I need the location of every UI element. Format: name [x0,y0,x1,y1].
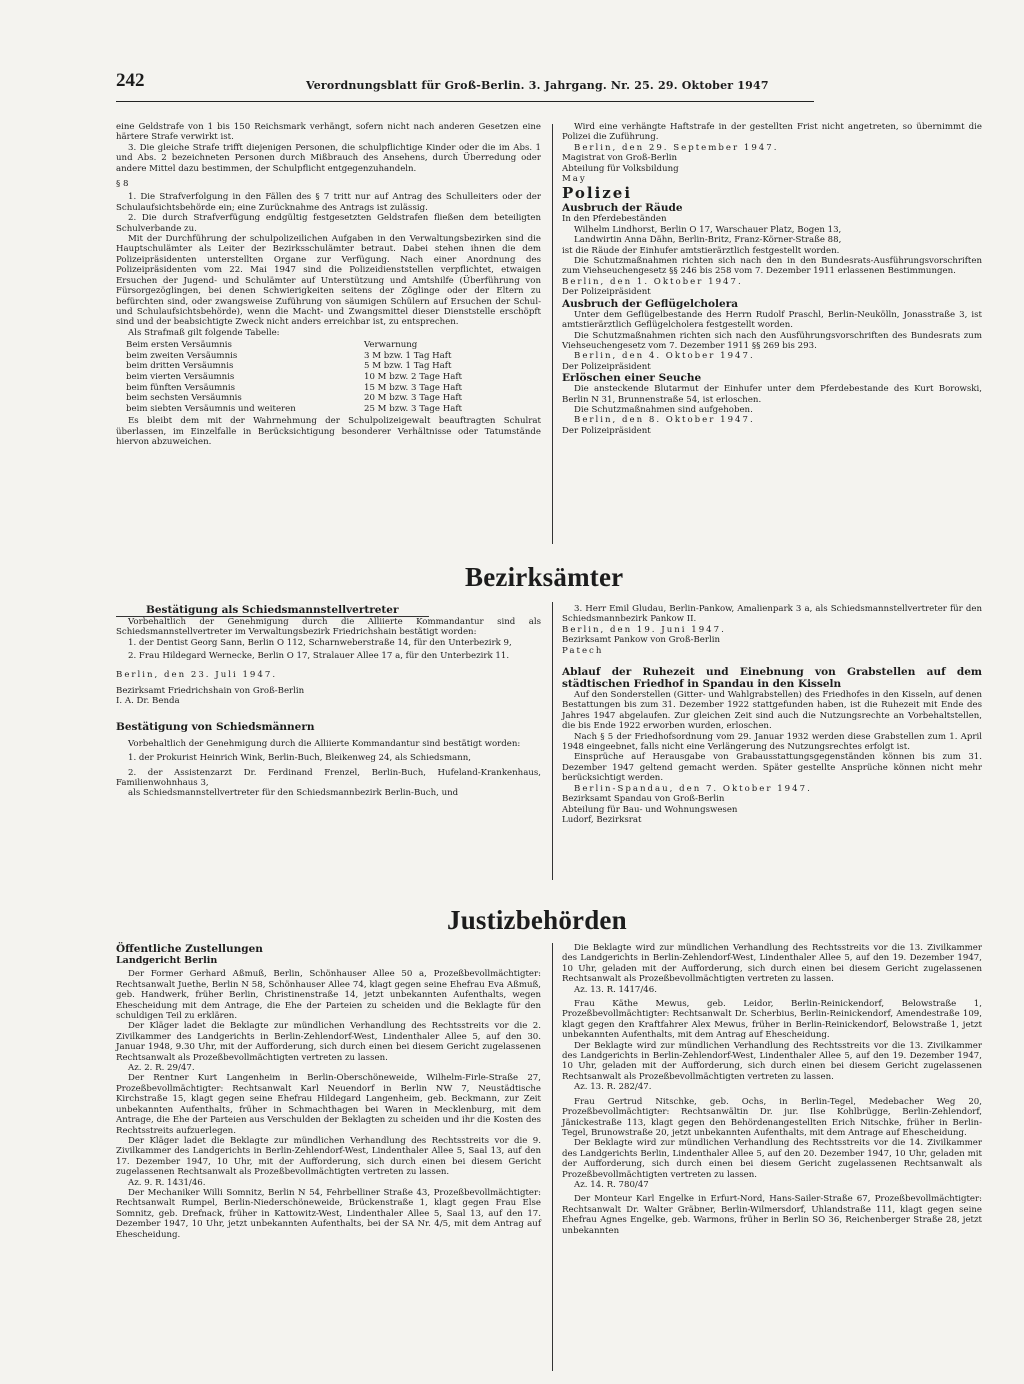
signature-name: I. A. Dr. Benda [116,696,180,707]
paragraph: Der Former Gerhard Aßmuß, Berlin, Schönhauser Allee 50 a, Prozeßbevollmächtigter: Rechtsanwalt Juethe, Berlin N 58, Schönhauser Allee 74, klagt gegen seine Ehefrau Eva Aßmuß, geb. Handwerk, früher Berlin, Christinenstraße 14, jetzt unbekannten Aufenthalts, wegen Ehescheidung mit dem Antrage, die Ehe der Parteien zu scheiden und die Beklagte für den schuldigen Teil zu erklären. [116,969,541,1022]
paragraph: Unter dem Geflügelbestande des Herrn Rudolf Praschl, Berlin-Neukölln, Jonasstraße 3, ist amtstierärztlich Geflügelcholera festgestellt worden. [562,309,982,331]
paragraph: Frau Gertrud Nitschke, geb. Ochs, in Berlin-Tegel, Medebacher Weg 20, Prozeßbevollmächtigter: Rechtsanwältin Dr. jur. Ilse Kohlbrügge, Berlin-Zehlendorf, Jänickestraße 113, klagt gegen den Behördenangestellten Erich Nitschke, früher in Berlin-Tegel, Brunowstraße 20, jetzt unbekannten Aufenthalts, mit dem Antrage auf Ehescheidung. [562,1096,982,1138]
list-item: 2. der Assistenzarzt Dr. Ferdinand Frenzel, Berlin-Buch, Hufeland-Krankenhaus, Familienwohnhaus 3, [116,767,541,789]
paragraph: Landwirtin Anna Dähn, Berlin-Britz, Franz-Körner-Straße 88, [574,235,842,246]
date-line: Berlin, den 23. Juli 1947. [116,669,278,680]
paragraph: Der Beklagte wird zur mündlichen Verhandlung des Rechtsstreits vor die 13. Zivilkammer des Landgerichts in Berlin-Zehlendorf-West, Lindenthaler Allee 5, auf den 19. Dezember 1947, 10 Uhr, geladen mit der Aufforderung, sich durch einen bei diesem Gericht zugelassenen Rechtsanwalt als Prozeßbevollmächtigten vertreten zu lassen. [562,1040,982,1082]
table-cell: beim sechsten Versäumnis [126,393,242,404]
paragraph: Der Rentner Kurt Langenheim in Berlin-Oberschöneweide, Wilhelm-Firle-Straße 27, Prozeßbevollmächtigter: Rechtsanwalt Karl Neuendorf in Berlin NW 7, Neustädtische Kirchstraße 15, klagt gegen seine Ehefrau Hildegard Langenheim, geb. Beckmann, zur Zeit unbekannten Aufenthalts, früher in Schmachthagen bei Waren in Mecklenburg, mit dem Antrage, die Ehe der Parteien aus Verschulden der Beklagten zu scheiden und ihr die Kosten des Rechtsstreits aufzuerlegen. [116,1073,541,1136]
signature-line: Bezirksamt Spandau von Groß-Berlin [562,794,725,805]
table-cell: beim vierten Versäumnis [126,371,235,382]
paragraph: Vorbehaltlich der Genehmigung durch die Alliierte Kommandantur sind als Schiedsmannstellvertreter im Verwaltungsbezirk Friedrichshain bestätigt worden: [116,617,541,638]
paragraph: Die Schutzmaßnahmen sind aufgehoben. [574,404,753,415]
table-cell: 20 M bzw. 3 Tage Haft [364,393,462,404]
top-right-column [562,122,982,436]
section-heading: Polizei [562,184,633,203]
paragraph: Frau Käthe Mewus, geb. Leidor, Berlin-Reinickendorf, Belowstraße 1, Prozeßbevollmächtigter: Rechtsanwalt Dr. Scherbius, Berlin-Reinickendorf, Amendestraße 109, klagt gegen den Kraftfahrer Alex Mewus, früher in Berlin-Reinickendorf, Belowstraße 1, jetzt unbekannten Aufenthalts, mit dem Antrag auf Ehescheidung. [562,999,982,1041]
table-cell: 5 M bzw. 1 Tag Haft [364,361,452,372]
table-cell: beim siebten Versäumnis und weiteren [126,403,296,414]
table-cell: 3 M bzw. 1 Tag Haft [364,350,452,361]
date-line: Berlin, den 8. Oktober 1947. [574,415,755,426]
signature-line: Abteilung für Bau- und Wohnungswesen [562,804,738,815]
subheading [116,604,541,617]
paragraph: 2. Die durch Strafverfügung endgültig festgesetzten Geldstrafen fließen dem beteiligten Schulverbande zu. [116,213,541,234]
column-divider [552,602,553,880]
subheading-text: Bestätigung als Schiedsmannstellvertreter [116,604,429,617]
table-row [126,372,462,383]
signature-line: Der Polizeipräsident [562,287,651,298]
date-line: Berlin, den 4. Oktober 1947. [574,351,755,362]
paragraph: eine Geldstrafe von 1 bis 150 Reichsmark verhängt, sofern nicht nach anderen Gesetzen eine härtere Strafe verwirkt ist. [116,122,541,143]
signature-line: Bezirksamt Friedrichshain von Groß-Berlin [116,686,305,697]
paragraph: Vorbehaltlich der Genehmigung durch die Alliierte Kommandantur sind bestätigt worden: [128,738,521,749]
paragraph: Einsprüche auf Herausgabe von Grabausstattungsgegenständen können bis zum 31. Dezember 1947 geltend gemacht werden. Später gestellte Ansprüche können nicht mehr berücksichtigt werden. [562,752,982,784]
publication-title: Verordnungsblatt für Groß-Berlin. 3. Jahrgang. Nr. 25. 29. Oktober 1947 [306,79,769,92]
subheading: Landgericht Berlin [116,955,218,966]
signature-line: Magistrat von Groß-Berlin [562,153,678,164]
bezirk-right-column [562,604,982,825]
paragraph: Die Schutzmaßnahmen richten sich nach den Ausführungsvorschriften des Bundesrats zum Viehseuchengesetz vom 7. Dezember 1911 §§ 269 bis 293. [562,330,982,351]
table-row [126,351,462,362]
date-line: Berlin, den 19. Juni 1947. [562,624,726,635]
table-cell: 25 M bzw. 3 Tage Haft [364,403,462,414]
top-left-column [116,122,541,448]
section-mark: § 8 [116,179,129,190]
paragraph: Wilhelm Lindhorst, Berlin O 17, Warschauer Platz, Bogen 13, [574,224,842,235]
paragraph: Die Schutzmaßnahmen richten sich nach den in den Bundesrats-Ausführungsvorschriften zum Viehseuchengesetz §§ 246 bis 258 vom 7. Dezember 1911 erlassenen Bestimmungen. [562,256,982,277]
subheading: Ausbruch der Geflügelcholera [562,297,739,310]
table-cell: Verwarnung [364,340,418,351]
paragraph: Die Beklagte wird zur mündlichen Verhandlung des Rechtsstreits vor die 13. Zivilkammer des Landgerichts in Berlin-Zehlendorf-West, Lindenthaler Allee 5, auf den 19. Dezember 1947, 10 Uhr, geladen mit der Aufforderung, sich durch einen bei diesem Gericht zugelassenen Rechtsanwalt als Prozeßbevollmächtigten vertreten zu lassen. [562,943,982,985]
column-divider [552,943,553,1371]
paragraph: Der Beklagte wird zur mündlichen Verhandlung des Rechtsstreits vor die 14. Zivilkammer des Landgerichts Berlin, Lindenthaler Allee 5, auf den 20. Dezember 1947, 10 Uhr, geladen mit der Aufforderung, sich durch einen bei diesem Gericht zugelassenen Rechtsanwalt als Prozeßbevollmächtigten vertreten zu lassen. [562,1138,982,1180]
paragraph: Mit der Durchführung der schulpolizeilichen Aufgaben in den Verwaltungsbezirken sind die Hauptschulämter als Leiter der Bezirksschulämter betraut. Dabei stehen ihnen die dem Polizeipräsidenten unterstellten Organe zur Verfügung. Nach einer Anordnung des Polizeipräsidenten vom 22. Mai 1947 sind die Polizeidienststellen verpflichtet, etwaigen Ersuchen der Jugend- und Schulämter auf Unterstützung und Amtshilfe (Überführung von Fürsorgezöglingen, bei denen Schwierigkeiten seitens der Zöglinge oder der Eltern zu befürchten sind, oder zwangsweise Zuführung von säumigen Schülern auf Ersuchen der Schul- und Schulaufsichtsbehörde), wenn die Macht- und Zwangsmittel dieser Dienststelle erschöpft sind und der beabsichtigte Zweck nicht anders erreichbar ist, zu entsprechen. [116,234,541,328]
paragraph: In den Pferdebeständen [562,214,667,225]
paragraph: Auf den Sonderstellen (Gitter- und Wahlgrabstellen) des Friedhofes in den Kisseln, auf denen Bestattungen bis zum 31. Dezember 1922 stattgefunden haben, ist die Ruhezeit mit Ende des Jahres 1947 abgelaufen. Zur gleichen Zeit sind auch die Nutzungsrechte an Vorbehaltstellen, die bis Ende 1922 erworben wurden, erloschen. [562,690,982,732]
signature-line: Bezirksamt Pankow von Groß-Berlin [562,635,721,646]
table-row [126,340,462,351]
table-cell: 10 M bzw. 2 Tage Haft [364,371,462,382]
paragraph: Der Mechaniker Willi Somnitz, Berlin N 54, Fehrbelliner Straße 43, Prozeßbevollmächtigter: Rechtsanwalt Rumpel, Berlin-Niederschöneweide, Brückenstraße 1, klagt gegen Frau Else Somnitz, geb. Drefnack, früher in Kattowitz-West, Lindenthaler Allee 5, Saal 13, auf den 17. Dezember 1947, 10 Uhr, jetzt unbekannten Aufenthalts, bei der SA Nr. 4/5, mit dem Antrag auf Ehescheidung. [116,1187,541,1240]
page-header [116,70,816,98]
paragraph: 3. Die gleiche Strafe trifft diejenigen Personen, die schulpflichtige Kinder oder die im Abs. 1 und Abs. 2 bezeichneten Personen durch Mißbrauch des Ansehens, durch Überredung oder andere Mittel dazu bestimmen, der Schulpflicht entgegenzuhandeln. [116,142,541,174]
paragraph: Als Strafmaß gilt folgende Tabelle: [128,327,280,338]
list-item: 2. Frau Hildegard Wernecke, Berlin O 17, Stralauer Allee 17 a, für den Unterbezirk 11. [128,651,510,662]
subheading: Bestätigung von Schiedsmännern [116,720,315,733]
list-item: 3. Herr Emil Gludau, Berlin-Pankow, Amalienpark 3 a, als Schiedsmannstellvertreter für den Schiedsmannbezirk Pankow II. [562,604,982,625]
date-line: Berlin, den 1. Oktober 1947. [562,276,743,287]
paragraph: Die ansteckende Blutarmut der Einhufer unter dem Pferdebestande des Kurt Borowski, Berlin N 31, Brunnenstraße 54, ist erloschen. [562,384,982,405]
justiz-right-column [562,943,982,1236]
paragraph: 1. Die Strafverfolgung in den Fällen des § 7 tritt nur auf Antrag des Schulleiters oder der Schulaufsichtsbehörde ein; eine Zurücknahme des Antrags ist zulässig. [116,192,541,213]
list-item: 1. der Dentist Georg Sann, Berlin O 112, Scharnweberstraße 14, für den Unterbezirk 9, [128,637,512,648]
table-row [126,383,462,394]
case-number: Az. 2. R. 29/47. [128,1063,195,1074]
paragraph: Nach § 5 der Friedhofsordnung vom 29. Januar 1932 werden diese Grabstellen zum 1. April 1948 eingeebnet, falls nicht eine Verlängerung des Nutzungsrechtes erfolgt ist. [562,731,982,753]
list-item: 1. der Prokurist Heinrich Wink, Berlin-Buch, Bleikenweg 24, als Schiedsmann, [128,753,472,764]
paragraph: Es bleibt dem mit der Wahrnehmung der Schulpolizeigewalt beauftragten Schulrat überlassen, im Einzelfalle in Berücksichtigung besonderer Verhältnisse oder Tatumstände hiervon abzuweichen. [116,416,541,448]
paragraph: Der Monteur Karl Engelke in Erfurt-Nord, Hans-Sailer-Straße 67, Prozeßbevollmächtigter: Rechtsanwalt Dr. Walter Gräbner, Berlin-Wilmersdorf, Uhlandstraße 111, klagt gegen seine Ehefrau Agnes Engelke, geb. Warmons, früher in Berlin SO 36, Reichenberger Straße 28, jetzt unbekannten [562,1194,982,1236]
header-rule [116,101,814,102]
paragraph: Der Kläger ladet die Beklagte zur mündlichen Verhandlung des Rechtsstreits vor die 2. Zivilkammer des Landgerichts in Berlin-Zehlendorf-West, Lindenthaler Allee 5, auf den 30. Januar 1948, 9.30 Uhr, mit der Aufforderung, sich durch einen bei diesem Gericht zugelassenen Rechtsanwalt als Prozeßbevollmächtigten vertreten zu lassen. [116,1021,541,1063]
table-cell: 15 M bzw. 3 Tage Haft [364,382,462,393]
page-number: 242 [116,70,145,91]
section-title-justizbehoerden: Justizbehörden [447,905,627,935]
date-line: Berlin-Spandau, den 7. Oktober 1947. [574,783,812,794]
signature-line: Der Polizeipräsident [562,425,651,436]
table-cell: beim zweiten Versäumnis [126,350,238,361]
justiz-left-column [116,943,541,1240]
subheading: Ausbruch der Räude [562,202,683,215]
table-cell: Beim ersten Versäumnis [126,340,232,351]
table-row [126,393,462,404]
case-number: Az. 13. R. 1417/46. [574,984,657,995]
signature-line: Der Polizeipräsident [562,361,651,372]
table-cell: beim dritten Versäumnis [126,361,234,372]
subheading: Ablauf der Ruhezeit und Einebnung von Grabstellen auf dem städtischen Friedhof in Spandau in den Kisseln [562,666,982,691]
signature-name: May [562,174,587,185]
paragraph: ist die Räude der Einhufer amtstierärztlich festgestellt worden. [562,245,840,256]
signature-name: Ludorf, Bezirksrat [562,814,642,825]
table-row [126,404,462,415]
table-cell: beim fünften Versäumnis [126,382,235,393]
column-divider [552,124,553,544]
subheading: Öffentliche Zustellungen [116,943,263,955]
paragraph: Wird eine verhängte Haftstrafe in der gestellten Frist nicht angetreten, so übernimmt die Polizei die Zuführung. [562,122,982,143]
paragraph: als Schiedsmannstellvertreter für den Schiedsmannbezirk Berlin-Buch, und [128,788,459,799]
case-number: Az. 9. R. 1431/46. [128,1177,206,1188]
case-number: Az. 13. R. 282/47. [574,1082,652,1093]
fine-table [126,340,462,414]
table-row [126,361,462,372]
paragraph: Der Kläger ladet die Beklagte zur mündlichen Verhandlung des Rechtsstreits vor die 9. Zivilkammer des Landgerichts in Berlin-Zehlendorf-West, Lindenthaler Allee 5, Saal 13, auf den 17. Dezember 1947, 10 Uhr, mit der Aufforderung, sich durch einen bei diesem Gericht zugelassenen Rechtsanwalt als Prozeßbevollmächtigten vertreten zu lassen. [116,1135,541,1178]
date-line: Berlin, den 29. September 1947. [574,142,779,153]
subheading: Erlöschen einer Seuche [562,372,702,385]
section-title-bezirksaemter: Bezirksämter [465,562,624,592]
signature-name: Patech [562,645,604,656]
bezirk-left-column [116,604,541,799]
signature-line: Abteilung für Volksbildung [562,163,679,174]
case-number: Az. 14. R. 780/47 [574,1179,649,1190]
